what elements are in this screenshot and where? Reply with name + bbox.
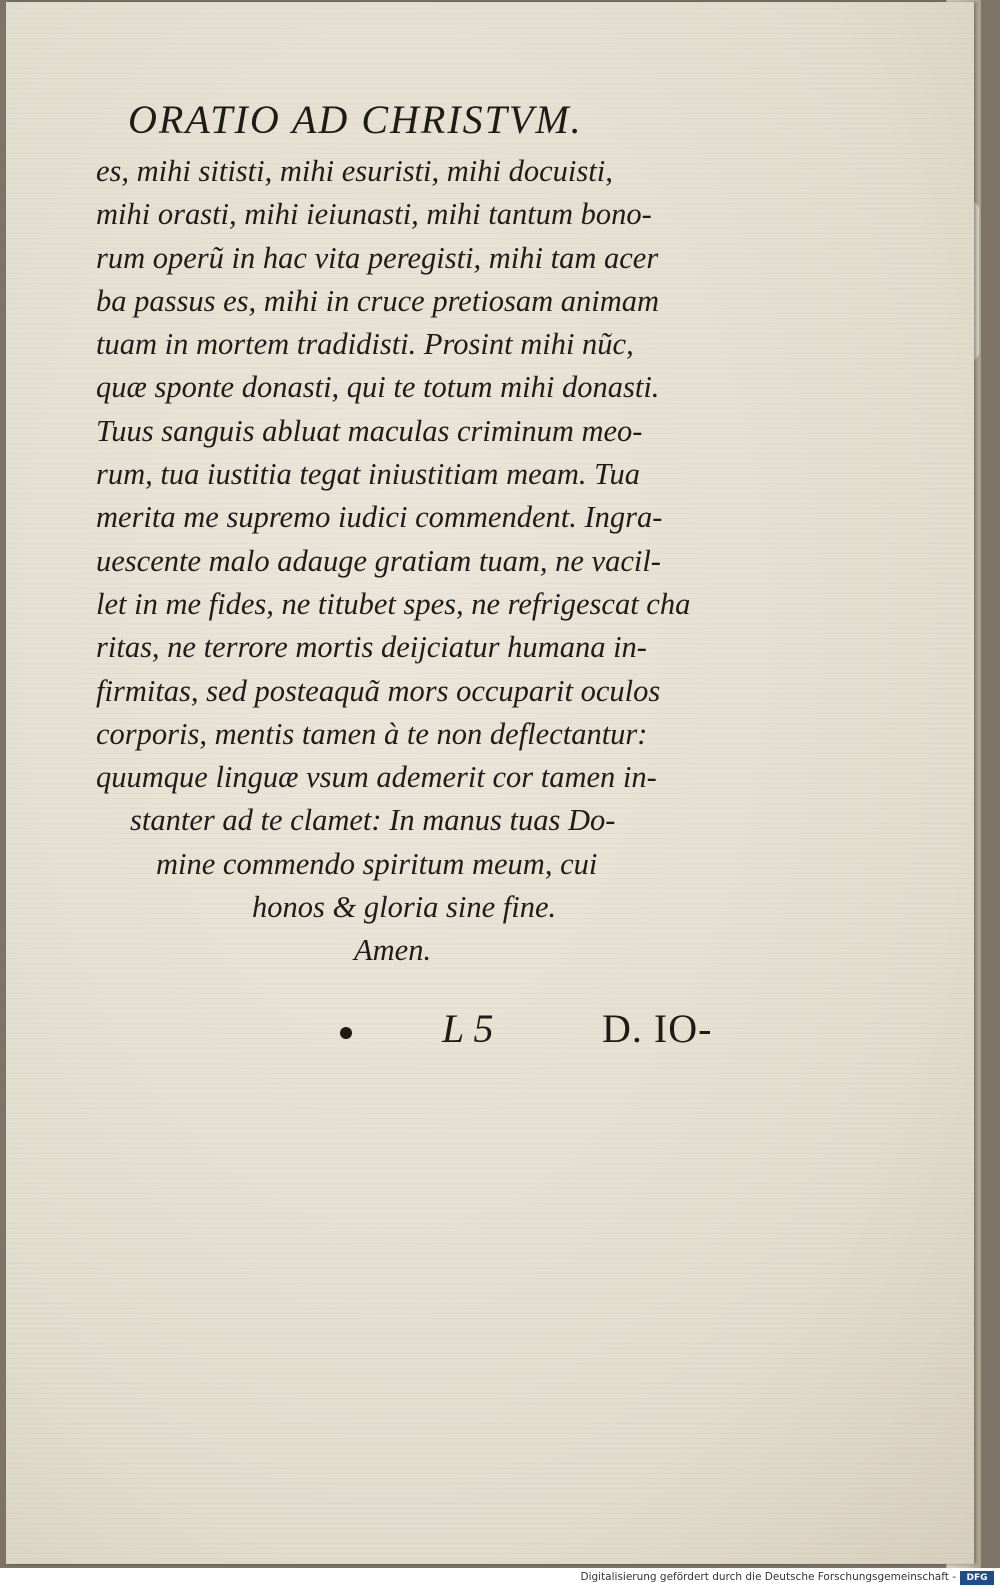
- text-line: firmitas, sed posteaquã mors occuparit oculos: [96, 673, 661, 708]
- credit-bar: [0, 1568, 1000, 1588]
- page-footer: [340, 1005, 760, 1055]
- text-line: let in me fides, ne titubet spes, ne refrigescat cha: [96, 586, 691, 621]
- credit-text: Digitalisierung gefördert durch die Deutsche Forschungsgemeinschaft -: [580, 1571, 956, 1583]
- page-heading: ORATIO AD CHRISTVM.: [128, 97, 583, 142]
- text-line: honos & gloria sine fine.: [252, 890, 557, 925]
- text-line: stanter ad te clamet: In manus tuas Do-: [130, 803, 616, 838]
- text-line: merita me supremo iudici commendent. Ingra-: [96, 500, 663, 535]
- ornament-dot: [340, 1027, 352, 1039]
- text-line: rum operũ in hac vita peregisti, mihi tam acer: [96, 240, 659, 275]
- signature-mark: L 5: [442, 1006, 494, 1051]
- text-line: uescente malo adauge gratiam tuam, ne vacil-: [96, 543, 661, 578]
- text-line: quæ sponte donasti, qui te totum mihi donasti.: [96, 370, 660, 405]
- text-line: Amen.: [354, 933, 432, 968]
- text-line: mine commendo spiritum meum, cui: [156, 846, 598, 881]
- text-line: es, mihi sitisti, mihi esuristi, mihi docuisti,: [96, 154, 613, 188]
- text-line: mihi orasti, mihi ieiunasti, mihi tantum bono-: [96, 197, 652, 232]
- dfg-logo-icon: DFG: [960, 1571, 994, 1585]
- text-line: quumque linguæ vsum ademerit cor tamen in-: [96, 760, 657, 795]
- text-line: corporis, mentis tamen à te non deflectantur:: [96, 716, 648, 751]
- prayer-text: [96, 150, 756, 973]
- text-line: rum, tua iustitia tegat iniustitiam meam. Tua: [96, 457, 640, 492]
- text-line: tuam in mortem tradidisti. Prosint mihi nũc,: [96, 327, 634, 362]
- text-line: ba passus es, mihi in cruce pretiosam animam: [96, 283, 660, 318]
- text-line: Tuus sanguis abluat maculas criminum meo-: [96, 413, 643, 448]
- catchword: D. IO-: [602, 1006, 713, 1051]
- text-line: ritas, ne terrore mortis deijciatur humana in-: [96, 630, 647, 665]
